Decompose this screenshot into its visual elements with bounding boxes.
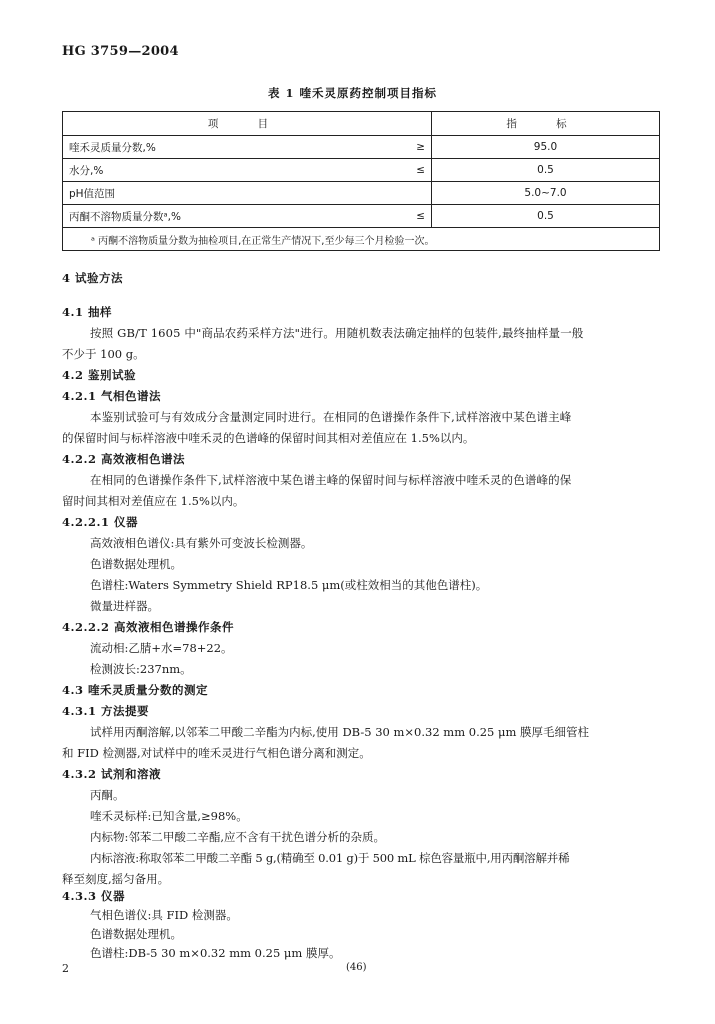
section-heading-4-3-1: 4.3.1 方法提要 (62, 704, 150, 718)
section-heading-4-2-2-1: 4.2.2.1 仪器 (62, 515, 139, 529)
paragraph-line: 按照 GB/T 1605 中"商品农药采样方法"进行。用随机数表法确定抽样的包装件,最终抽样量一般 (90, 326, 584, 340)
section-heading-4-2-2: 4.2.2 高效液相色谱法 (62, 452, 186, 466)
table-caption: 表 1 喹禾灵原药控制项目指标 (268, 86, 438, 100)
list-item: 内标物:邻苯二甲酸二辛酯,应不含有干扰色谱分析的杂质。 (90, 830, 386, 844)
section-heading-4-3-3: 4.3.3 仪器 (62, 889, 126, 903)
list-item: 微量进样器。 (90, 599, 159, 613)
paragraph-line: 不少于 100 g。 (62, 347, 145, 361)
section-heading-4-3-2: 4.3.2 试剂和溶液 (62, 767, 162, 781)
row-value: 95.0 (432, 136, 660, 159)
paragraph-line: 试样用丙酮溶解,以邻苯二甲酸二辛酯为内标,使用 DB-5 30 m×0.32 mm 0.25 μm 膜厚毛细管柱 (90, 725, 590, 739)
list-item: 色谱柱:Waters Symmetry Shield RP18.5 μm(或柱效相当的其他色谱柱)。 (90, 578, 488, 592)
row-value: 0.5 (432, 205, 660, 228)
section-heading-4-1: 4.1 抽样 (62, 305, 113, 319)
row-value: 0.5 (432, 159, 660, 182)
section-heading-4-2: 4.2 鉴别试验 (62, 368, 137, 382)
list-item: 丙酮。 (90, 788, 125, 802)
paragraph-line: 的保留时间与标样溶液中喹禾灵的色谱峰的保留时间其相对差值应在 1.5%以内。 (62, 431, 475, 445)
table-row (63, 159, 660, 182)
page-code: (46) (346, 962, 367, 973)
paragraph-line: 留时间其相对差值应在 1.5%以内。 (62, 494, 245, 508)
spec-table (62, 111, 660, 251)
list-item: 色谱数据处理机。 (90, 557, 182, 571)
list-item: 气相色谱仪:具 FID 检测器。 (90, 908, 238, 922)
table-row (63, 205, 660, 228)
row-value: 5.0~7.0 (432, 182, 660, 205)
paragraph-line: 内标溶液:称取邻苯二甲酸二辛酯 5 g,(精确至 0.01 g)于 500 mL 棕色容量瓶中,用丙酮溶解并稀 (90, 851, 570, 865)
table-row (63, 182, 660, 205)
row-item: pH值范围 (63, 182, 406, 205)
paragraph-line: 本鉴别试验可与有效成分含量测定同时进行。在相同的色谱操作条件下,试样溶液中某色谱主峰 (90, 410, 572, 424)
column-header-item: 项 目 (63, 112, 432, 136)
table-header-row (63, 112, 660, 136)
list-item: 喹禾灵标样:已知含量,≥98%。 (90, 809, 248, 823)
page-number: 2 (62, 962, 69, 975)
row-symbol: ≤ (405, 159, 432, 182)
row-symbol: ≤ (405, 205, 432, 228)
table-note-row (63, 228, 660, 251)
row-item: 丙酮不溶物质量分数ᵃ,% (63, 205, 406, 228)
table-row (63, 136, 660, 159)
row-item: 喹禾灵质量分数,% (63, 136, 406, 159)
paragraph-line: 在相同的色谱操作条件下,试样溶液中某色谱主峰的保留时间与标样溶液中喹禾灵的色谱峰的保 (90, 473, 572, 487)
row-item: 水分,% (63, 159, 406, 182)
paragraph-line: 和 FID 检测器,对试样中的喹禾灵进行气相色谱分离和测定。 (62, 746, 371, 760)
section-heading-4: 4 试验方法 (62, 271, 124, 285)
section-heading-4-3: 4.3 喹禾灵质量分数的测定 (62, 683, 209, 697)
column-header-index: 指 标 (432, 112, 660, 136)
list-item: 检测波长:237nm。 (90, 662, 192, 676)
list-item: 高效液相色谱仪:具有紫外可变波长检测器。 (90, 536, 313, 550)
list-item: 色谱柱:DB-5 30 m×0.32 mm 0.25 μm 膜厚。 (90, 946, 341, 960)
document-code: HG 3759—2004 (62, 44, 179, 59)
row-symbol (405, 182, 432, 205)
paragraph-line: 释至刻度,摇匀备用。 (62, 872, 170, 886)
table-footnote: ᵃ 丙酮不溶物质量分数为抽检项目,在正常生产情况下,至少每三个月检验一次。 (63, 228, 660, 251)
list-item: 色谱数据处理机。 (90, 927, 182, 941)
list-item: 流动相:乙腈+水=78+22。 (90, 641, 233, 655)
section-heading-4-2-1: 4.2.1 气相色谱法 (62, 389, 162, 403)
row-symbol: ≥ (405, 136, 432, 159)
section-heading-4-2-2-2: 4.2.2.2 高效液相色谱操作条件 (62, 620, 235, 634)
